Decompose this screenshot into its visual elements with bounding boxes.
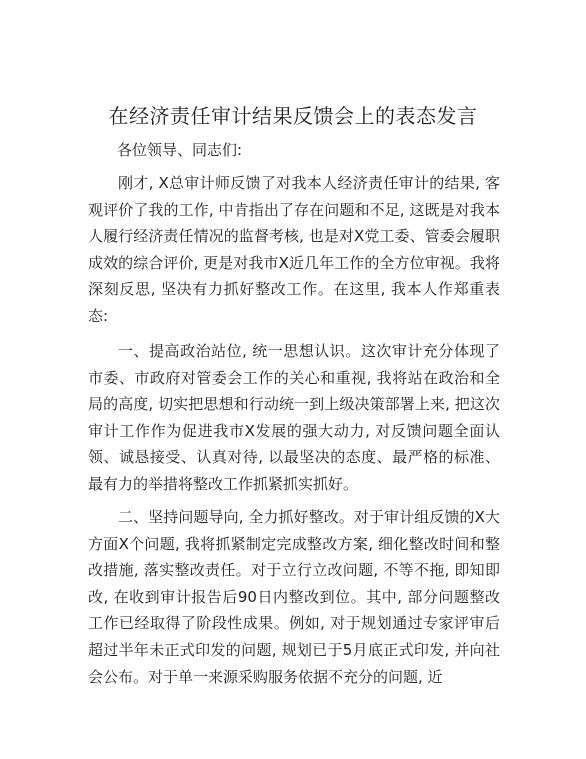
paragraph-section-two: 二、坚持问题导向, 全力抓好整改。对于审计组反馈的X大方面X个问题, 我将抓紧制定完成整改方案, 细化整改时间和整改措施, 落实整改责任。对于立行立改问题, 不等不拖, 即知即改, 在收到审计报告后90日内整改到位。其中, 部分问题整改工作已经取得了阶段性成果。例如, 对于规划通过专家评审后超过半年未正式印发的问题, 规划已于5月底正式印发, 并向社会公布。对于单一来源采购服务依据不充分的问题, 近 (88, 508, 500, 686)
salutation: 各位领导、同志们: (117, 141, 243, 159)
document-title: 在经济责任审计结果反馈会上的表态发言 (108, 104, 478, 128)
paragraph-section-one: 一、提高政治站位, 统一思想认识。这次审计充分体现了市委、市政府对管委会工作的关心和重视, 我将站在政治和全局的高度, 切实把思想和行动统一到上级决策部署上来, 把这次审计工作作为促进我市X发展的强大动力, 对反馈问题全面认领、诚恳接受、认真对待, 以最坚决的态度、最严格的标准、最有力的举措将整改工作抓紧抓实抓好。 (88, 342, 500, 493)
paragraph-opening: 刚才, X总审计师反馈了对我本人经济责任审计的结果, 客观评价了我的工作, 中肯指出了存在问题和不足, 这既是对我本人履行经济责任情况的监督考核, 也是对X党工委、管委会履职成效的综合评价, 更是对我市X近几年工作的全方位审视。我将深刻反思, 坚决有力抓好整改工作。在这里, 我本人作郑重表态: (88, 174, 500, 325)
